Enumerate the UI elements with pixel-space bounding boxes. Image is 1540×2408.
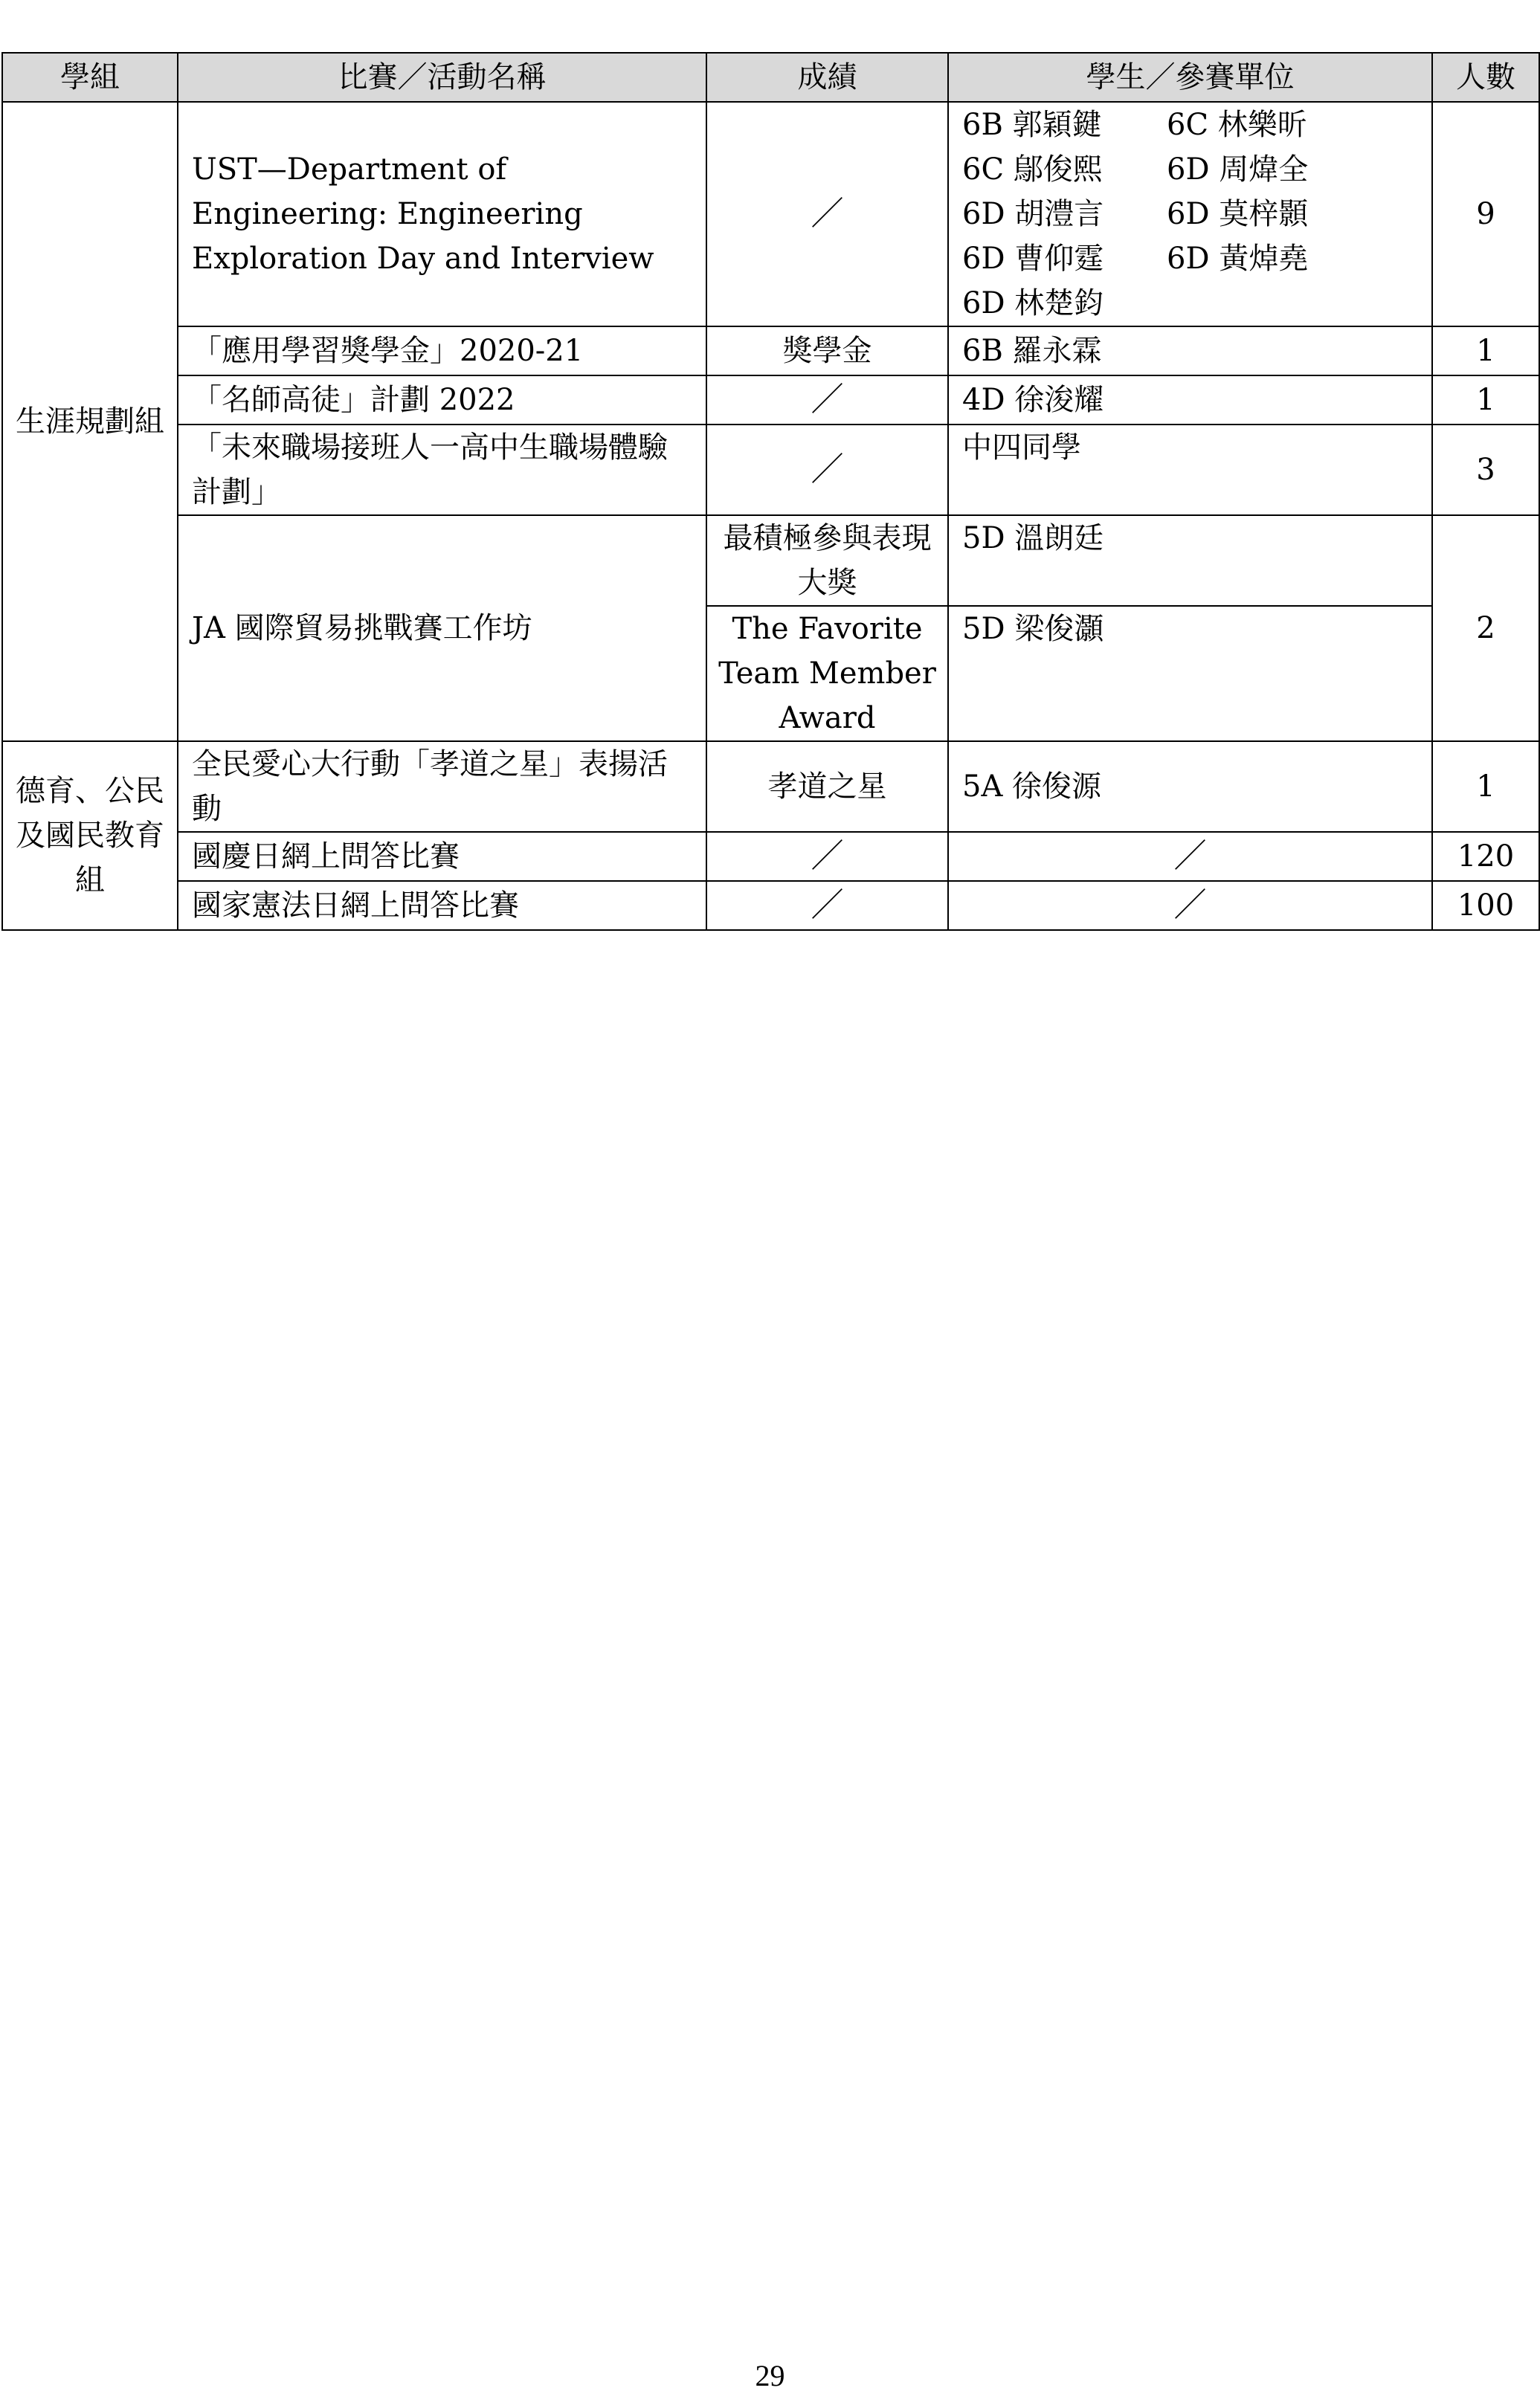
activity-cell: 國慶日網上問答比賽 — [178, 832, 706, 881]
header-result: 成績 — [706, 53, 948, 102]
page-number: 29 — [755, 2359, 785, 2392]
activity-cell: UST—Department of Engineering: Engineering Exploration Day and Interview — [178, 102, 706, 326]
activity-cell: 「應用學習獎學金」2020-21 — [178, 326, 706, 375]
count-cell: 100 — [1432, 881, 1539, 930]
students-cell: 4D 徐浚耀 — [948, 375, 1432, 425]
student-name: 6B 郭穎鍵 — [962, 108, 1102, 142]
students-cell: 5D 溫朗廷 — [948, 515, 1432, 606]
student-name: 6D 莫梓顥 — [1167, 197, 1309, 231]
count-cell: 1 — [1432, 375, 1539, 425]
result-cell: The Favorite Team Member Award — [706, 606, 948, 741]
count-cell: 2 — [1432, 515, 1539, 741]
table-row — [2, 832, 1539, 881]
activity-cell: 「未來職場接班人一高中生職場體驗計劃」 — [178, 425, 706, 515]
result-cell: 最積極參與表現大獎 — [706, 515, 948, 606]
activity-cell: 「名師高徒」計劃 2022 — [178, 375, 706, 425]
result-cell: ／ — [706, 881, 948, 930]
header-students: 學生／參賽單位 — [948, 53, 1432, 102]
count-cell: 9 — [1432, 102, 1539, 326]
students-cell: 中四同學 — [948, 425, 1432, 515]
student-name: 6D 胡澧言 — [962, 197, 1104, 231]
result-cell: ／ — [706, 375, 948, 425]
header-row — [2, 53, 1539, 102]
result-cell: ／ — [706, 832, 948, 881]
table-row — [2, 881, 1539, 930]
table-row — [2, 326, 1539, 375]
count-cell: 1 — [1432, 741, 1539, 832]
count-cell: 120 — [1432, 832, 1539, 881]
header-count: 人數 — [1432, 53, 1539, 102]
table-row — [2, 375, 1539, 425]
students-cell: ／ — [948, 832, 1432, 881]
result-cell: 獎學金 — [706, 326, 948, 375]
count-cell: 1 — [1432, 326, 1539, 375]
activity-cell: 國家憲法日網上問答比賽 — [178, 881, 706, 930]
awards-table — [1, 52, 1540, 931]
student-name: 6C 林樂昕 — [1167, 108, 1307, 142]
student-name: 6D 曹仰霆 — [962, 242, 1104, 276]
students-cell: 5D 梁俊灝 — [948, 606, 1432, 741]
header-activity: 比賽／活動名稱 — [178, 53, 706, 102]
students-cell: ／ — [948, 881, 1432, 930]
table-row — [2, 425, 1539, 515]
header-group: 學組 — [2, 53, 178, 102]
student-list — [962, 103, 1418, 326]
students-cell: 5A 徐俊源 — [948, 741, 1432, 832]
student-name: 6D 林楚鈞 — [962, 286, 1104, 320]
table-row — [2, 515, 1539, 606]
result-cell: 孝道之星 — [706, 741, 948, 832]
activity-cell: JA 國際貿易挑戰賽工作坊 — [178, 515, 706, 741]
student-name: 6C 鄔俊熙 — [962, 152, 1103, 187]
group-cell-moral-civic: 德育、公民及國民教育組 — [2, 741, 178, 930]
table-row — [2, 741, 1539, 832]
group-cell-career: 生涯規劃組 — [2, 102, 178, 741]
result-cell: ／ — [706, 102, 948, 326]
student-name: 6D 黃焯堯 — [1167, 242, 1309, 276]
table-row — [2, 102, 1539, 326]
activity-cell: 全民愛心大行動「孝道之星」表揚活動 — [178, 741, 706, 832]
result-cell: ／ — [706, 425, 948, 515]
students-cell — [948, 102, 1432, 326]
students-cell: 6B 羅永霖 — [948, 326, 1432, 375]
student-name: 6D 周煒全 — [1167, 152, 1309, 187]
count-cell: 3 — [1432, 425, 1539, 515]
